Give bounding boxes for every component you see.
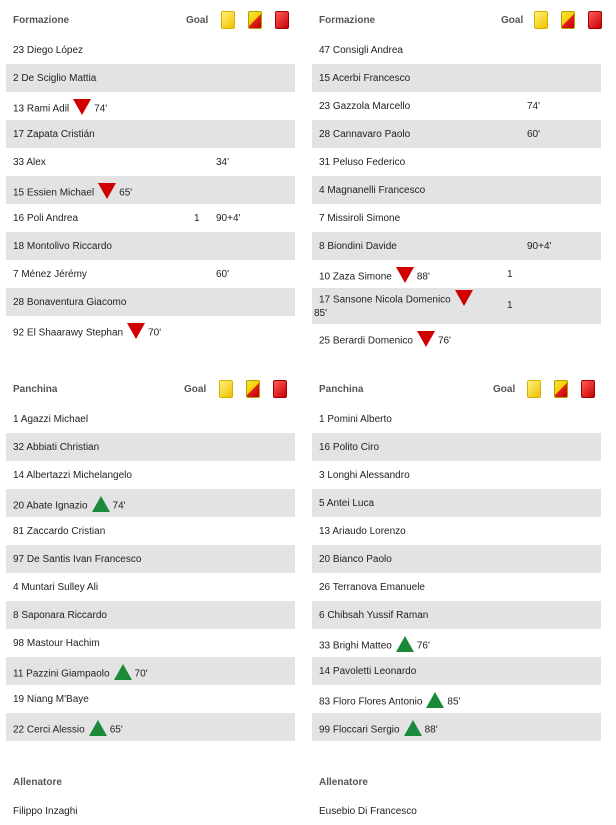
away-team-column <box>312 0 601 825</box>
section-spacer <box>312 741 601 767</box>
player-row <box>312 36 601 64</box>
yellow-card-icon <box>534 11 548 29</box>
player-row <box>312 573 601 601</box>
player-name-text: 18 Montolivo Riccardo <box>13 241 112 252</box>
substitution-minute: 74' <box>94 103 108 115</box>
section-spacer <box>6 741 295 767</box>
player-name-text: 23 Diego López <box>13 45 84 56</box>
player-name-text: 17 Sansone Nicola Domenico <box>319 294 451 306</box>
home-team-column <box>6 0 295 825</box>
player-name[interactable] <box>319 722 438 738</box>
player-row <box>312 204 601 232</box>
substitution-minute: 88' <box>424 724 438 736</box>
player-name-text: 28 Cannavaro Paolo <box>319 129 411 140</box>
player-name[interactable] <box>319 414 392 425</box>
substituted-in-icon <box>396 636 414 652</box>
player-name[interactable] <box>319 694 460 710</box>
player-row <box>6 517 295 545</box>
player-row <box>6 489 295 517</box>
substituted-in-icon <box>426 692 444 708</box>
player-name-text: 7 Ménez Jérémy <box>13 269 87 280</box>
coach-title: Allenatore <box>319 777 368 788</box>
player-row <box>312 405 601 433</box>
goal-column-label: Goal <box>184 384 207 395</box>
player-row <box>6 433 295 461</box>
substituted-in-icon <box>89 720 107 736</box>
panchina-title: Panchina <box>319 384 364 395</box>
panchina-title: Panchina <box>13 384 58 395</box>
substituted-in-icon <box>114 664 132 680</box>
player-name-text: 15 Acerbi Francesco <box>319 73 411 84</box>
player-name[interactable] <box>13 610 107 621</box>
player-row <box>6 685 295 713</box>
player-name-text: 7 Missiroli Simone <box>319 213 401 224</box>
goal-column-label: Goal <box>186 15 209 26</box>
section-spacer <box>6 344 295 369</box>
player-row <box>312 601 601 629</box>
player-name-text: 5 Antei Luca <box>319 498 375 509</box>
player-row <box>312 324 601 352</box>
player-name[interactable] <box>13 45 83 56</box>
player-name-text: 17 Zapata Cristián <box>13 129 95 140</box>
player-name[interactable] <box>319 213 400 224</box>
player-name-text: 4 Magnanelli Francesco <box>319 185 426 196</box>
goal-count: 1 <box>194 213 200 224</box>
player-name[interactable] <box>13 129 95 140</box>
player-row <box>6 204 295 232</box>
yellow-card-icon <box>219 380 233 398</box>
player-row <box>6 316 295 344</box>
player-name-text: 83 Floro Flores Antonio <box>319 696 423 708</box>
player-name-text: 28 Bonaventura Giacomo <box>13 297 127 308</box>
player-name-text: 20 Bianco Paolo <box>319 554 392 565</box>
player-name-text: 99 Floccari Sergio <box>319 724 400 736</box>
yellow-card-minute: 60' <box>527 129 541 140</box>
player-row <box>6 148 295 176</box>
player-name-text: 1 Agazzi Michael <box>13 414 89 425</box>
player-name-text: 13 Rami Adil <box>13 103 70 115</box>
red-card-icon <box>273 380 287 398</box>
player-row <box>6 288 295 316</box>
player-name[interactable] <box>13 269 87 280</box>
player-name[interactable] <box>319 185 425 196</box>
player-name[interactable] <box>13 101 107 117</box>
substituted-out-icon <box>417 331 435 347</box>
player-name-text: 31 Peluso Federico <box>319 157 406 168</box>
player-row <box>6 405 295 433</box>
player-name[interactable] <box>13 297 126 308</box>
substitution-minute: 70' <box>134 668 148 680</box>
goal-count: 1 <box>507 300 513 311</box>
player-name-text: 15 Essien Michael <box>13 187 95 199</box>
player-name-text: 1 Pomini Alberto <box>319 414 392 425</box>
coach-row <box>312 797 601 825</box>
player-row <box>6 176 295 204</box>
coach-row <box>6 797 295 825</box>
coach-name[interactable]: Eusebio Di Francesco <box>319 806 417 817</box>
player-name-text: 26 Terranova Emanuele <box>319 582 425 593</box>
yellow-card-minute: 60' <box>216 269 230 280</box>
player-name[interactable] <box>13 638 100 649</box>
player-name-text: 33 Alex <box>13 157 46 168</box>
player-name[interactable] <box>13 241 112 252</box>
player-name[interactable] <box>13 73 96 84</box>
panchina-header <box>312 369 601 405</box>
player-row <box>312 461 601 489</box>
player-name-text: 19 Niang M'Baye <box>13 694 89 705</box>
substitution-minute: 85' <box>314 308 328 319</box>
player-name-text: 98 Mastour Hachim <box>13 638 100 649</box>
player-name-text: 3 Longhi Alessandro <box>319 470 410 481</box>
player-name-text: 23 Gazzola Marcello <box>319 101 411 112</box>
player-name[interactable] <box>13 554 141 565</box>
player-name[interactable] <box>13 442 99 453</box>
substituted-out-icon <box>98 183 116 199</box>
second-yellow-card-icon <box>554 380 568 398</box>
player-row <box>6 629 295 657</box>
player-name-text: 11 Pazzini Giampaolo <box>13 668 110 680</box>
player-name[interactable] <box>319 638 430 654</box>
red-card-icon <box>581 380 595 398</box>
player-row <box>6 260 295 288</box>
player-name[interactable] <box>319 554 392 565</box>
player-row <box>312 120 601 148</box>
player-name-text: 16 Polito Ciro <box>319 442 380 453</box>
player-name-text: 2 De Sciglio Mattia <box>13 73 97 84</box>
player-name-text: 16 Poli Andrea <box>13 213 79 224</box>
yellow-card-minute: 90+4' <box>216 213 241 224</box>
player-row <box>6 573 295 601</box>
second-yellow-card-icon <box>246 380 260 398</box>
panchina-header <box>6 369 295 405</box>
substituted-out-icon <box>73 99 91 115</box>
player-row <box>312 260 601 288</box>
coach-title: Allenatore <box>13 777 62 788</box>
player-row <box>312 629 601 657</box>
player-name[interactable] <box>13 722 123 738</box>
player-name[interactable] <box>13 325 161 341</box>
player-row <box>312 176 601 204</box>
substituted-in-icon <box>404 720 422 736</box>
player-name[interactable] <box>13 526 105 537</box>
player-row <box>312 685 601 713</box>
player-name-text: 4 Muntari Sulley Ali <box>13 582 99 593</box>
player-name-text: 14 Pavoletti Leonardo <box>319 666 417 677</box>
player-name[interactable] <box>319 292 476 308</box>
player-row <box>312 657 601 685</box>
formazione-header <box>6 0 295 36</box>
player-row <box>312 545 601 573</box>
player-name[interactable] <box>319 45 403 56</box>
yellow-card-icon <box>221 11 235 29</box>
substitution-minute: 74' <box>112 500 126 512</box>
second-yellow-card-icon <box>561 11 575 29</box>
player-row <box>312 148 601 176</box>
player-row <box>6 545 295 573</box>
formazione-title: Formazione <box>319 15 376 26</box>
player-name[interactable] <box>13 498 126 514</box>
formazione-header <box>312 0 601 36</box>
yellow-card-minute: 90+4' <box>527 241 552 252</box>
player-name[interactable] <box>319 333 451 349</box>
yellow-card-minute: 74' <box>527 101 541 112</box>
player-name[interactable] <box>319 582 425 593</box>
player-row <box>312 64 601 92</box>
player-name[interactable] <box>319 269 430 285</box>
player-name-text: 14 Albertazzi Michelangelo <box>13 470 132 481</box>
coach-header <box>312 767 601 797</box>
player-row <box>312 433 601 461</box>
player-name[interactable] <box>319 73 410 84</box>
goal-column-label: Goal <box>493 384 516 395</box>
player-row <box>312 232 601 260</box>
player-row <box>6 120 295 148</box>
red-card-icon <box>275 11 289 29</box>
red-card-icon <box>588 11 602 29</box>
player-row <box>312 288 601 324</box>
coach-header <box>6 767 295 797</box>
yellow-card-icon <box>527 380 541 398</box>
substitution-minute: 65' <box>109 724 123 736</box>
substitution-minute: 88' <box>416 271 430 283</box>
player-name[interactable] <box>13 470 132 481</box>
player-name[interactable] <box>319 470 410 481</box>
player-name-text: 10 Zaza Simone <box>319 271 392 283</box>
player-name[interactable] <box>319 610 428 621</box>
player-name-text: 13 Ariaudo Lorenzo <box>319 526 406 537</box>
substituted-out-icon <box>127 323 145 339</box>
coach-name[interactable]: Filippo Inzaghi <box>13 806 78 817</box>
player-name-text: 8 Biondini Davide <box>319 241 397 252</box>
player-row <box>312 92 601 120</box>
section-spacer <box>312 352 601 369</box>
player-name[interactable] <box>319 101 410 112</box>
player-name[interactable] <box>319 666 416 677</box>
player-name[interactable] <box>319 498 374 509</box>
player-name-text: 81 Zaccardo Cristian <box>13 526 106 537</box>
player-row <box>6 657 295 685</box>
player-row <box>312 713 601 741</box>
player-name-text: 6 Chibsah Yussif Raman <box>319 610 429 621</box>
player-name-text: 33 Brighi Matteo <box>319 640 392 652</box>
player-name[interactable] <box>13 213 78 224</box>
player-row <box>6 713 295 741</box>
player-name[interactable] <box>13 582 98 593</box>
player-name-text: 8 Saponara Riccardo <box>13 610 107 621</box>
substitution-minute: 76' <box>437 335 451 347</box>
substitution-minute: 70' <box>148 327 162 339</box>
player-name[interactable] <box>319 442 379 453</box>
substitution-minute: 85' <box>447 696 461 708</box>
player-row <box>6 601 295 629</box>
player-row <box>6 36 295 64</box>
player-name[interactable] <box>319 241 397 252</box>
player-row <box>6 461 295 489</box>
substitution-minute: 76' <box>416 640 430 652</box>
goal-count: 1 <box>507 269 513 280</box>
player-name-text: 97 De Santis Ivan Francesco <box>13 554 142 565</box>
substituted-out-icon <box>455 290 473 306</box>
second-yellow-card-icon <box>248 11 262 29</box>
substituted-in-icon <box>92 496 110 512</box>
goal-column-label: Goal <box>501 15 524 26</box>
formazione-title: Formazione <box>13 15 70 26</box>
player-name-text: 20 Abate Ignazio <box>13 500 88 512</box>
player-row <box>6 92 295 120</box>
substitution-minute: 65' <box>119 187 133 199</box>
player-row <box>312 517 601 545</box>
player-name[interactable] <box>13 157 46 168</box>
player-name[interactable] <box>13 414 88 425</box>
substituted-out-icon <box>396 267 414 283</box>
player-name-text: 25 Berardi Domenico <box>319 335 413 347</box>
player-name-text: 22 Cerci Alessio <box>13 724 85 736</box>
yellow-card-minute: 34' <box>216 157 230 168</box>
player-row <box>6 232 295 260</box>
player-name[interactable] <box>319 526 406 537</box>
player-name[interactable] <box>13 185 132 201</box>
player-name[interactable] <box>13 694 89 705</box>
player-name[interactable] <box>319 129 410 140</box>
player-name-text: 47 Consigli Andrea <box>319 45 403 56</box>
player-name-text: 92 El Shaarawy Stephan <box>13 327 124 339</box>
player-name-text: 32 Abbiati Christian <box>13 442 100 453</box>
player-name[interactable] <box>13 666 148 682</box>
player-row <box>312 489 601 517</box>
player-row <box>6 64 295 92</box>
player-name[interactable] <box>319 157 405 168</box>
